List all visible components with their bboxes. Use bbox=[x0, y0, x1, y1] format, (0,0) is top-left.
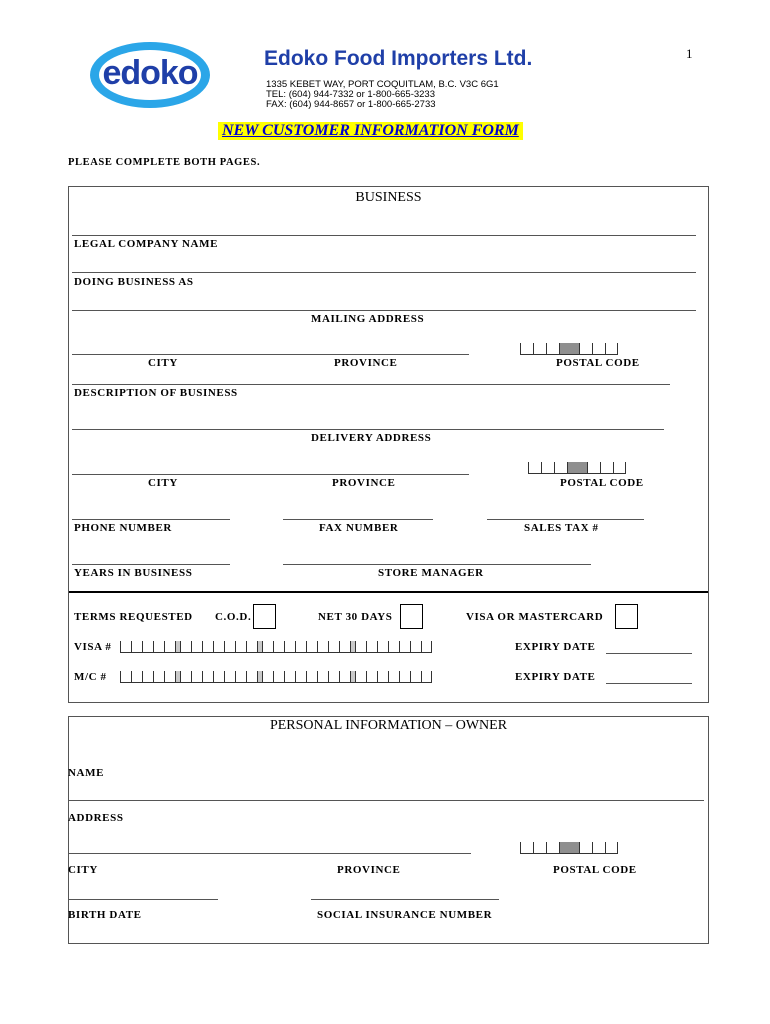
company-fax: FAX: (604) 944-8657 or 1-800-665-2733 bbox=[266, 99, 436, 110]
mc-expiry-label: EXPIRY DATE bbox=[515, 671, 596, 683]
company-name: Edoko Food Importers Ltd. bbox=[264, 47, 533, 70]
phone-number-line[interactable] bbox=[72, 519, 230, 520]
cod-label: C.O.D. bbox=[215, 611, 252, 623]
visa-expiry-line[interactable] bbox=[606, 653, 692, 654]
form-title bbox=[218, 122, 523, 140]
visa-number-label: VISA # bbox=[74, 641, 112, 653]
birth-date-line[interactable] bbox=[68, 899, 218, 900]
mc-expiry-line[interactable] bbox=[606, 683, 692, 684]
business-heading: BUSINESS bbox=[355, 190, 422, 205]
doing-business-as-label: DOING BUSINESS AS bbox=[74, 276, 194, 288]
net30-label: NET 30 DAYS bbox=[318, 611, 393, 623]
phone-number-label: PHONE NUMBER bbox=[74, 522, 172, 534]
mc-number-boxes[interactable] bbox=[120, 671, 432, 683]
owner-name-line[interactable] bbox=[68, 800, 704, 801]
store-manager-line[interactable] bbox=[283, 564, 591, 565]
personal-heading: PERSONAL INFORMATION – OWNER bbox=[269, 718, 508, 733]
store-manager-label: STORE MANAGER bbox=[378, 567, 484, 579]
visa-number-boxes[interactable] bbox=[120, 641, 432, 653]
page-number: 1 bbox=[686, 46, 693, 61]
years-in-business-line[interactable] bbox=[72, 564, 230, 565]
doing-business-as-line[interactable] bbox=[72, 272, 696, 273]
instructions: PLEASE COMPLETE BOTH PAGES. bbox=[68, 157, 261, 168]
mailing-address-label: MAILING ADDRESS bbox=[311, 313, 425, 325]
sin-line[interactable] bbox=[311, 899, 499, 900]
description-line[interactable] bbox=[72, 384, 670, 385]
delivery-postal-code-label: POSTAL CODE bbox=[560, 477, 644, 489]
form-title-text: NEW CUSTOMER INFORMATION FORM bbox=[222, 122, 519, 139]
company-logo bbox=[88, 40, 212, 110]
company-address: 1335 KEBET WAY, PORT COQUITLAM, B.C. V3C 6G1 bbox=[266, 79, 499, 90]
visa-expiry-label: EXPIRY DATE bbox=[515, 641, 596, 653]
cod-checkbox[interactable] bbox=[253, 604, 276, 629]
owner-postal-code-boxes[interactable] bbox=[520, 842, 618, 854]
fax-number-line[interactable] bbox=[283, 519, 433, 520]
business-section bbox=[68, 186, 709, 703]
birth-date-label: BIRTH DATE bbox=[68, 909, 142, 921]
sales-tax-label: SALES TAX # bbox=[524, 522, 599, 534]
delivery-city-province-line[interactable] bbox=[72, 474, 469, 475]
mailing-address-line[interactable] bbox=[72, 310, 696, 311]
sin-label: SOCIAL INSURANCE NUMBER bbox=[317, 909, 493, 921]
legal-company-name-label: LEGAL COMPANY NAME bbox=[74, 238, 219, 250]
terms-divider bbox=[69, 591, 708, 593]
logo-text: edoko bbox=[102, 54, 198, 92]
owner-address-label: ADDRESS bbox=[68, 812, 124, 824]
mailing-city-province-line[interactable] bbox=[72, 354, 469, 355]
mc-number-label: M/C # bbox=[74, 671, 107, 683]
fax-number-label: FAX NUMBER bbox=[319, 522, 399, 534]
terms-requested-label: TERMS REQUESTED bbox=[74, 611, 193, 623]
delivery-city-label: CITY bbox=[148, 477, 178, 489]
years-in-business-label: YEARS IN BUSINESS bbox=[74, 567, 193, 579]
owner-postal-code-label: POSTAL CODE bbox=[553, 864, 637, 876]
mailing-postal-code-label: POSTAL CODE bbox=[556, 357, 640, 369]
delivery-address-label: DELIVERY ADDRESS bbox=[311, 432, 432, 444]
visa-mc-checkbox[interactable] bbox=[615, 604, 638, 629]
owner-city-label: CITY bbox=[68, 864, 98, 876]
net30-checkbox[interactable] bbox=[400, 604, 423, 629]
delivery-province-label: PROVINCE bbox=[332, 477, 396, 489]
mailing-province-label: PROVINCE bbox=[334, 357, 398, 369]
visa-mc-label: VISA OR MASTERCARD bbox=[466, 611, 604, 623]
description-label: DESCRIPTION OF BUSINESS bbox=[74, 387, 238, 399]
owner-province-label: PROVINCE bbox=[337, 864, 401, 876]
company-tel: TEL: (604) 944-7332 or 1-800-665-3233 bbox=[266, 89, 436, 100]
legal-company-name-line[interactable] bbox=[72, 235, 696, 236]
mailing-city-label: CITY bbox=[148, 357, 178, 369]
owner-name-label: NAME bbox=[68, 767, 105, 779]
mailing-postal-code-boxes[interactable] bbox=[520, 343, 618, 355]
sales-tax-line[interactable] bbox=[487, 519, 644, 520]
owner-address-line[interactable] bbox=[68, 853, 471, 854]
delivery-postal-code-boxes[interactable] bbox=[528, 462, 626, 474]
delivery-address-line[interactable] bbox=[72, 429, 664, 430]
